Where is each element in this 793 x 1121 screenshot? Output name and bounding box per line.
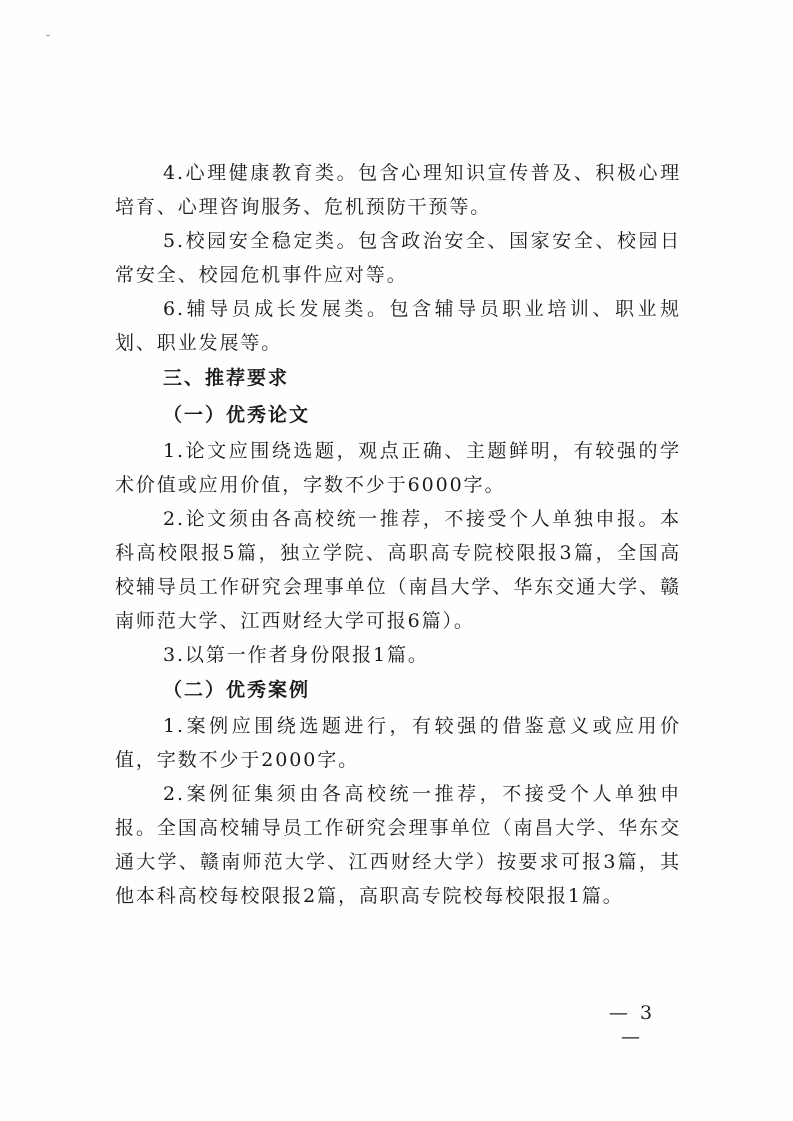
paper-requirement-2: 2.论文须由各高校统一推荐，不接受个人单独申报。本科高校限报5篇，独立学院、高职高专院校限报3篇，全国高校辅导员工作研究会理事单位（南昌大学、华东交通大学、赣南师范大学、江西财经大学可报6篇）。 [115, 508, 681, 632]
paragraph-counselor-development: 6.辅导员成长发展类。包含辅导员职业培训、职业规划、职业发展等。 [115, 298, 681, 354]
subsection-heading-excellent-papers: （一）优秀论文 [163, 404, 311, 426]
section-heading-recommendation-requirements: 三、推荐要求 [163, 367, 290, 389]
paragraph-mental-health: 4.心理健康教育类。包含心理知识宣传普及、积极心理培育、心理咨询服务、危机预防干预等。 [115, 162, 681, 218]
case-requirement-1: 1.案例应围绕选题进行，有较强的借鉴意义或应用价值，字数不少于2000字。 [115, 715, 681, 771]
page-number: — 3 — [608, 1002, 656, 1048]
document-body [115, 156, 681, 913]
paragraph-campus-safety: 5.校园安全稳定类。包含政治安全、国家安全、校园日常安全、校园危机事件应对等。 [115, 230, 681, 286]
subsection-heading-excellent-cases: （二）优秀案例 [163, 679, 311, 701]
paper-requirement-3: 3.以第一作者身份限报1篇。 [163, 644, 429, 666]
scan-mark [46, 35, 50, 36]
paper-requirement-1: 1.论文应围绕选题，观点正确、主题鲜明，有较强的学术价值或应用价值，字数不少于6000字。 [115, 440, 681, 496]
case-requirement-2: 2.案例征集须由各高校统一推荐，不接受个人单独申报。全国高校辅导员工作研究会理事单位（南昌大学、华东交通大学、赣南师范大学、江西财经大学）按要求可报3篇，其他本科高校每校限报2篇，高职高专院校每校限报1篇。 [115, 783, 681, 907]
